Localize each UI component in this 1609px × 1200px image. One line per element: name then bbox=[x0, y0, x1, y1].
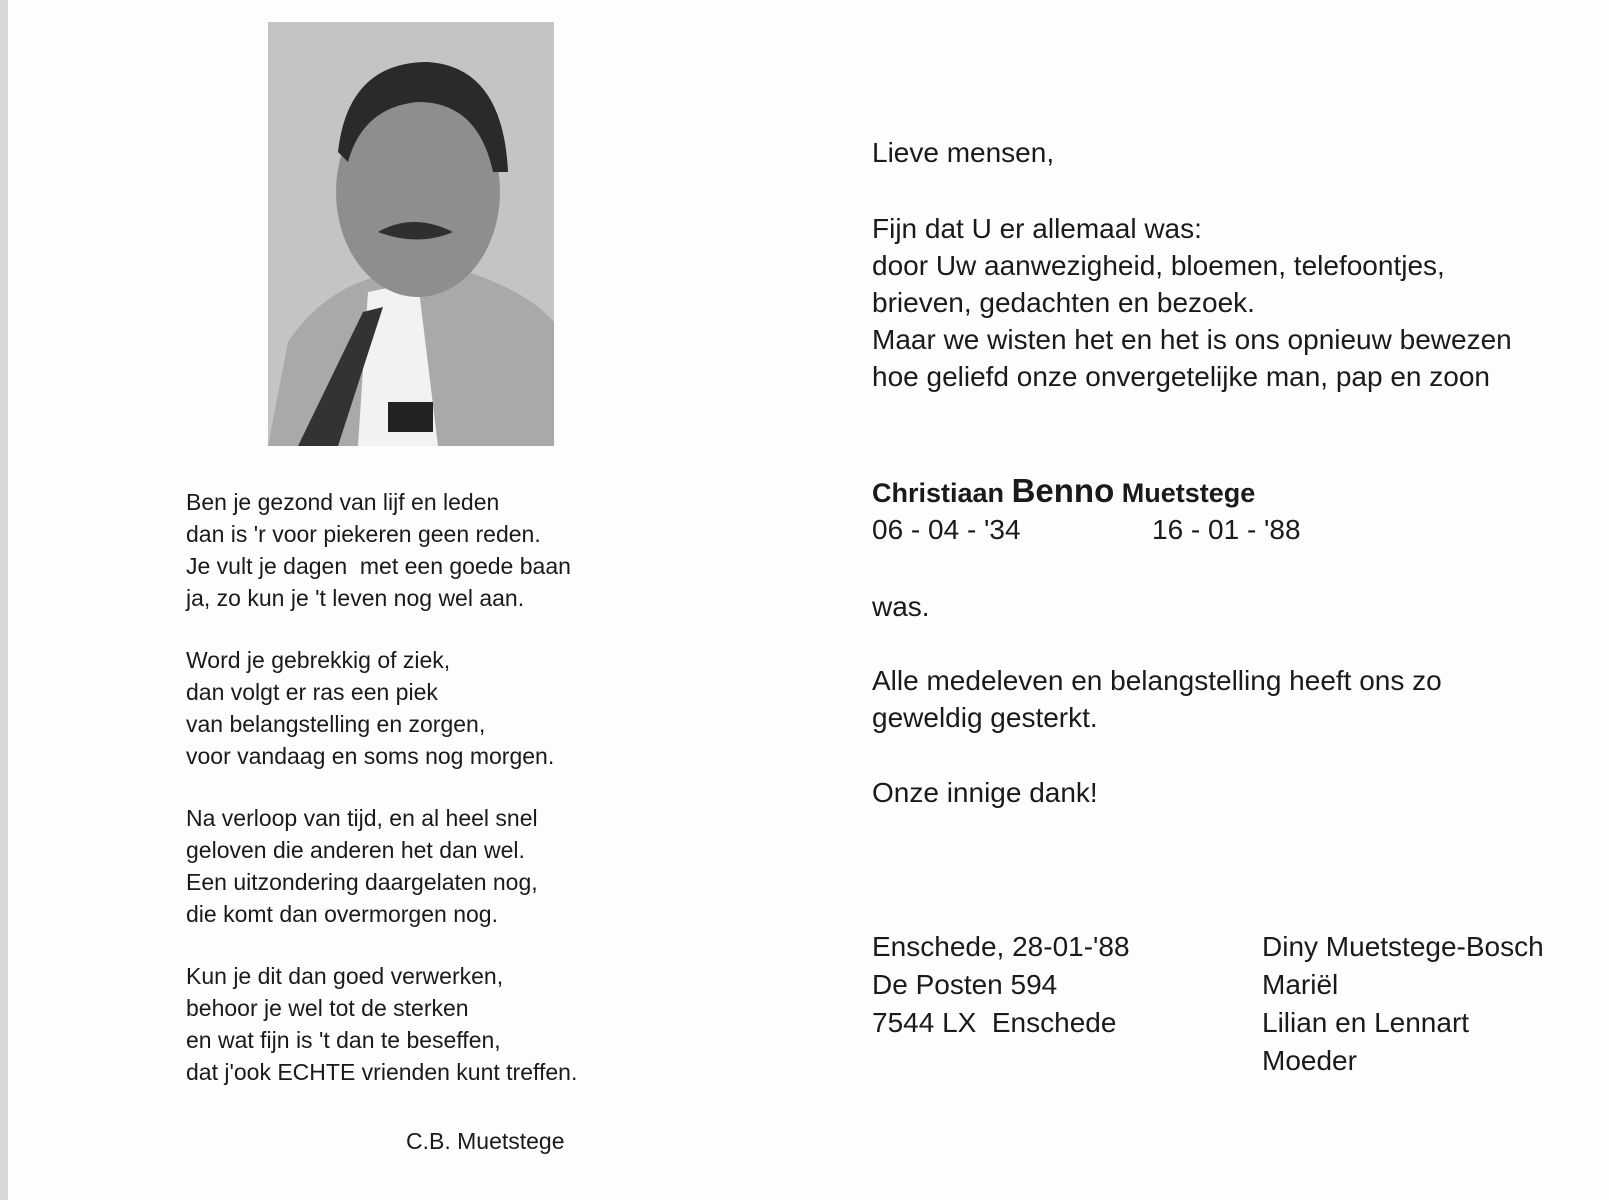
poem bbox=[186, 486, 577, 1118]
poem-line: behoor je wel tot de sterken bbox=[186, 995, 469, 1021]
poem-signature: C.B. Muetstege bbox=[406, 1128, 565, 1154]
letter-line: Fijn dat U er allemaal was: bbox=[872, 213, 1202, 244]
death-date: 16 - 01 - '88 bbox=[1152, 514, 1301, 545]
was-text: was. bbox=[872, 591, 930, 622]
thanks-line: geweldig gesterkt. bbox=[872, 702, 1098, 733]
poem-line: Een uitzondering daargelaten nog, bbox=[186, 869, 538, 895]
poem-line: Word je gebrekkig of ziek, bbox=[186, 647, 451, 673]
poem-line: Ben je gezond van lijf en leden bbox=[186, 489, 500, 515]
letter-line: brieven, gedachten en bezoek. bbox=[872, 287, 1255, 318]
address-block bbox=[872, 928, 1130, 1042]
poem-line: Na verloop van tijd, en al heel snel bbox=[186, 805, 538, 831]
greeting: Lieve mensen, bbox=[872, 137, 1055, 168]
first-name: Christiaan bbox=[872, 478, 1005, 508]
last-name: Muetstege bbox=[1121, 478, 1256, 508]
poem-line: die komt dan overmorgen nog. bbox=[186, 901, 498, 927]
address-line: De Posten 594 bbox=[872, 969, 1058, 1000]
family-member: Moeder bbox=[1262, 1045, 1357, 1076]
poem-line: dat j'ook ECHTE vrienden kunt treffen. bbox=[186, 1059, 578, 1085]
poem-line: voor vandaag en soms nog morgen. bbox=[186, 743, 555, 769]
letter-line: door Uw aanwezigheid, bloemen, telefoontjes, bbox=[872, 250, 1445, 281]
deceased-name bbox=[872, 472, 1255, 510]
poem-stanza bbox=[186, 486, 577, 614]
letter-body bbox=[872, 210, 1512, 395]
poem-stanza bbox=[186, 644, 577, 772]
thanks-line: Alle medeleven en belangstelling heeft ons zo bbox=[872, 665, 1442, 696]
poem-line: Kun je dit dan goed verwerken, bbox=[186, 963, 504, 989]
birth-date: 06 - 04 - '34 bbox=[872, 514, 1021, 545]
poem-line: en wat fijn is 't dan te beseffen, bbox=[186, 1027, 501, 1053]
poem-line: geloven die anderen het dan wel. bbox=[186, 837, 525, 863]
family-member: Mariël bbox=[1262, 969, 1339, 1000]
address-line: 7544 LX Enschede bbox=[872, 1007, 1117, 1038]
thanks-paragraph bbox=[872, 662, 1442, 736]
card-edge bbox=[0, 0, 8, 1200]
poem-stanza bbox=[186, 802, 577, 930]
family-block bbox=[1262, 928, 1544, 1080]
poem-line: van belangstelling en zorgen, bbox=[186, 711, 486, 737]
poem-stanza bbox=[186, 960, 577, 1088]
poem-line: ja, zo kun je 't leven nog wel aan. bbox=[186, 585, 525, 611]
family-member: Diny Muetstege-Bosch bbox=[1262, 931, 1544, 962]
closing-thanks: Onze innige dank! bbox=[872, 777, 1098, 808]
address-line: Enschede, 28-01-'88 bbox=[872, 931, 1130, 962]
family-member: Lilian en Lennart bbox=[1262, 1007, 1470, 1038]
poem-line: dan volgt er ras een piek bbox=[186, 679, 438, 705]
middle-name: Benno bbox=[1011, 472, 1115, 509]
poem-line: dan is 'r voor piekeren geen reden. bbox=[186, 521, 541, 547]
poem-line: Je vult je dagen met een goede baan bbox=[186, 553, 571, 579]
letter-line: hoe geliefd onze onvergetelijke man, pap en zoon bbox=[872, 361, 1490, 392]
portrait-photo bbox=[268, 22, 554, 446]
letter-line: Maar we wisten het en het is ons opnieuw bewezen bbox=[872, 324, 1512, 355]
